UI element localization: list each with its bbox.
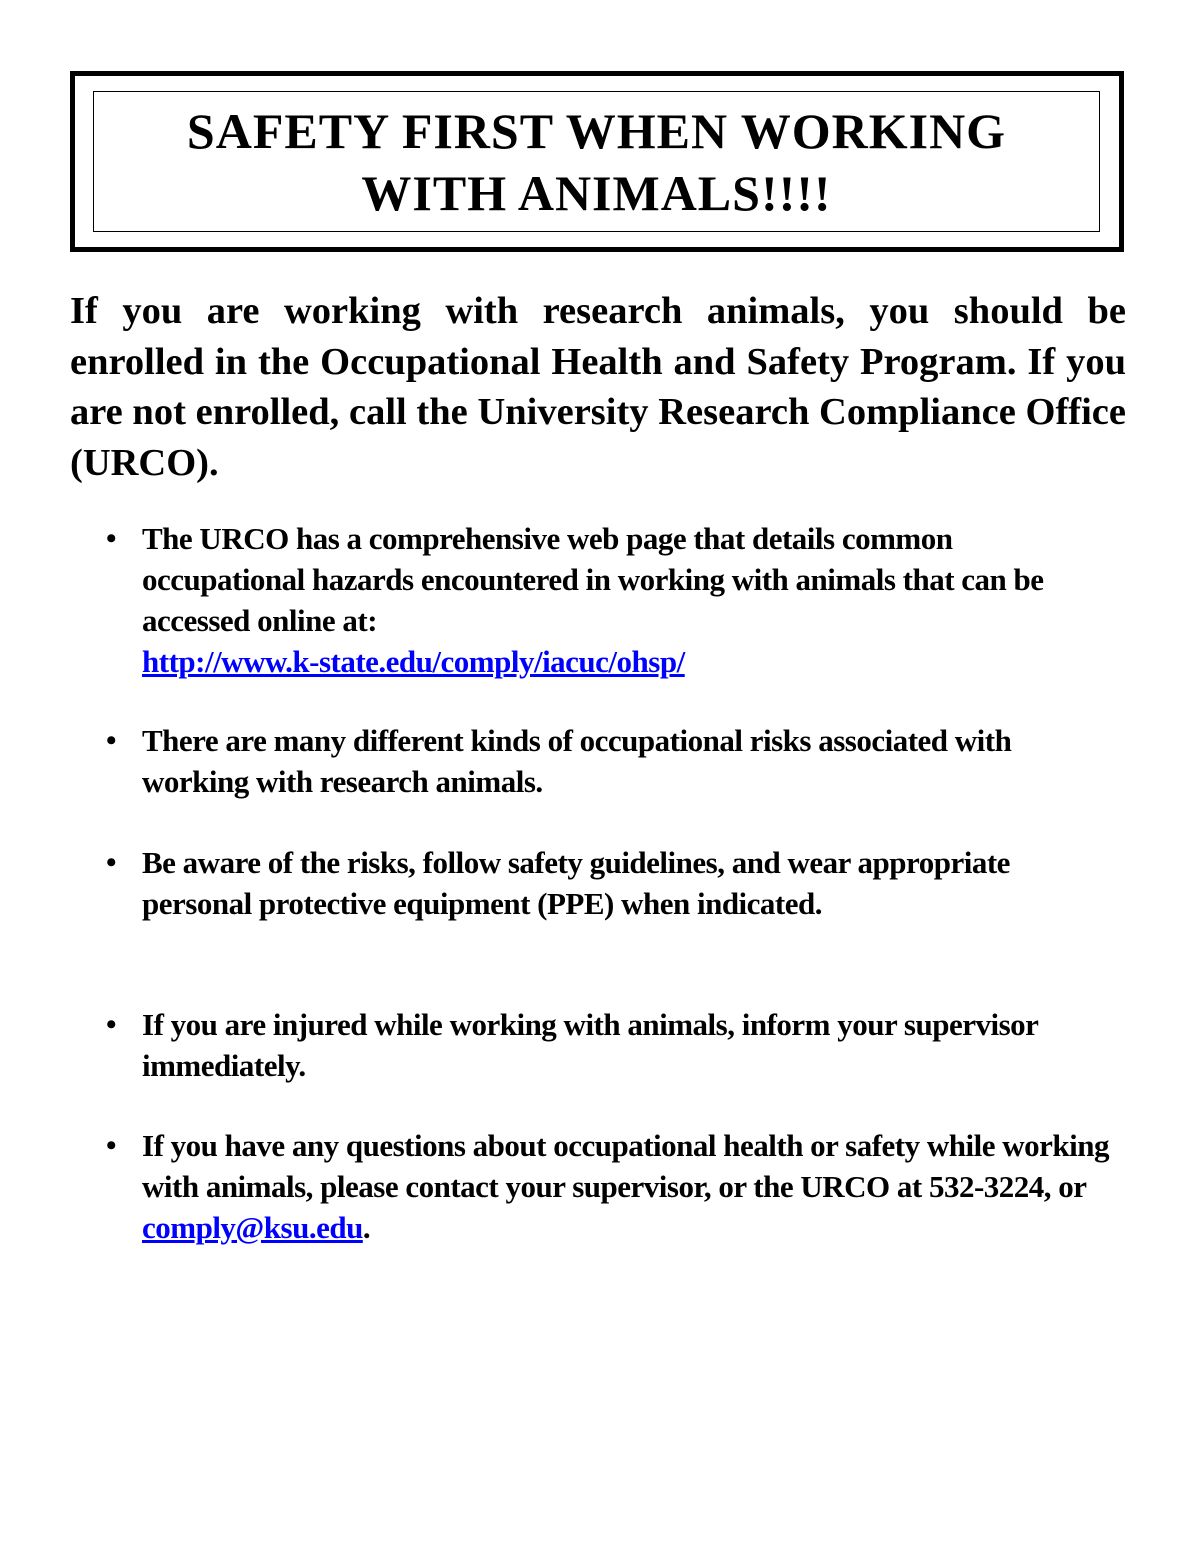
bullet-5-text: If you have any questions about occupational health or safety while working with animals, please contact your supervisor, or the URCO at 532-3224, or [142,1128,1109,1204]
bullet-icon: • [106,1129,117,1162]
bullet-text-risks: There are many different kinds of occupational risks associated with working with research animals. [142,723,1012,799]
bullet-1-text: The URCO has a comprehensive web page that details common occupational hazards encountered in working with animals that can be accessed online at: [142,521,1044,638]
bullet-text-ppe: Be aware of the risks, follow safety guidelines, and wear appropriate personal protective equipment (PPE) when indicated. [142,845,1010,921]
bullet-icon: • [106,846,117,879]
email-link[interactable]: comply@ksu.edu [142,1210,363,1245]
bullet-text-injury: If you are injured while working with animals, inform your supervisor immediately. [142,1007,1038,1083]
bullet-text-web-page [142,518,1117,682]
bullet-icon: • [106,522,117,555]
title-box-inner [93,91,1100,232]
title-box [70,71,1124,252]
bullet-icon: • [106,724,117,757]
ohsp-link[interactable]: http://www.k-state.edu/comply/iacuc/ohsp/ [142,644,685,679]
title-line-2: WITH ANIMALS!!!! [361,164,832,221]
title-line-1: SAFETY FIRST WHEN WORKING [186,102,1007,159]
bullet-text-contact [142,1125,1117,1248]
intro-paragraph: If you are working with research animals, you should be enrolled in the Occupational Health and Safety Program. If you are not enrolled, call the University Research Compliance Office (URCO). [70,290,1126,484]
bullet-5-end: . [362,1210,371,1245]
bullet-icon: • [106,1008,117,1041]
page-title [187,100,1006,224]
